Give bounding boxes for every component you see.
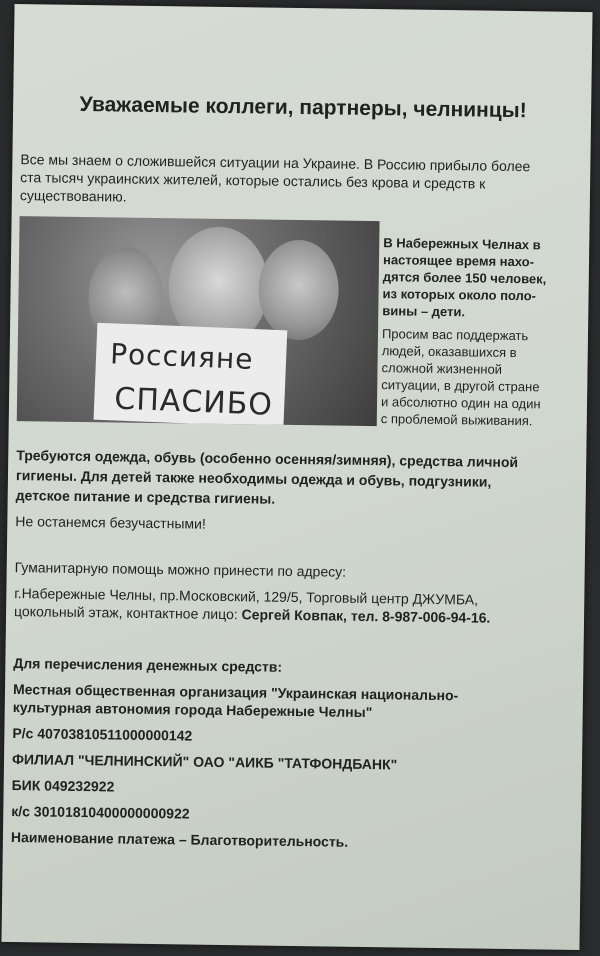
- intro-line-2: ста тысяч украинских жителей, которые остались без крова и средств к: [20, 169, 486, 192]
- sign-line-2: СПАСИБО: [113, 381, 274, 423]
- side-text-4: ситуации, в другой стране: [381, 377, 540, 395]
- side-text-1: Просим вас поддержать: [381, 326, 529, 344]
- thank-you-sign: [94, 323, 288, 426]
- flyer-sheet: [1, 4, 592, 950]
- side-bold-1: В Набережных Челнах в: [383, 235, 541, 253]
- side-bold-2: настоящее время нахо-: [382, 252, 535, 270]
- address-line-1: г.Набережные Челны, пр.Московский, 129/5, Торговый центр ДЖУМБА,: [14, 585, 479, 608]
- side-bold-5: вины – дети.: [382, 303, 466, 320]
- flyer-title: Уважаемые коллеги, партнеры, челнинцы!: [79, 92, 527, 123]
- intro-line-1: Все мы знаем о сложившейся ситуации на Украине. В Россию прибыло более: [20, 151, 531, 175]
- bank-org-line-2: культурная автономия города Набережные Челны": [12, 699, 373, 721]
- sign-line-1: Россияне: [109, 337, 255, 377]
- bank-branch: ФИЛИАЛ "ЧЕЛНИНСКИЙ" ОАО "АИКБ "ТАТФОНДБАНК": [11, 751, 398, 773]
- payment-purpose: Наименование платежа – Благотворительность.: [10, 829, 349, 850]
- address-location: цокольный этаж, контактное лицо:: [13, 603, 242, 623]
- intro-line-3: существованию.: [19, 187, 127, 205]
- bank-heading: Для перечисления денежных средств:: [13, 655, 283, 675]
- needs-line-1: Требуются одежда, обувь (особенно осенняя/зимняя), средства личной: [16, 447, 519, 471]
- appeal-text: Не останемся безучастными!: [15, 513, 206, 532]
- children-photo: [17, 216, 380, 426]
- side-bold-4: из которых около поло-: [382, 286, 537, 304]
- bank-org-line-1: Местная общественная организация "Украинская национально-: [12, 681, 459, 704]
- side-bold-3: дятся более 150 человек,: [382, 269, 547, 287]
- bank-bik: БИК 049232922: [11, 777, 115, 795]
- needs-line-2: гигиены. Для детей также необходимы одежда и обувь, подгузники,: [15, 467, 492, 490]
- side-text-6: с проблемой выживания.: [380, 411, 533, 429]
- needs-line-3: детское питание и средства гигиены.: [15, 487, 276, 507]
- child-figure: [258, 239, 339, 340]
- side-text-5: и абсолютно один на один: [380, 394, 541, 412]
- bank-account: Р/с 40703810511000000142: [12, 725, 193, 744]
- side-text-2: людей, оказавшихся в: [381, 343, 517, 361]
- contact-person: Сергей Ковпак, тел. 8-987-006-94-16.: [241, 606, 491, 626]
- bank-corr-account: к/с 30101810400000000922: [11, 803, 190, 822]
- address-intro: Гуманитарную помощь можно принести по адресу:: [14, 559, 347, 580]
- side-text-3: сложной жизненной: [381, 360, 503, 377]
